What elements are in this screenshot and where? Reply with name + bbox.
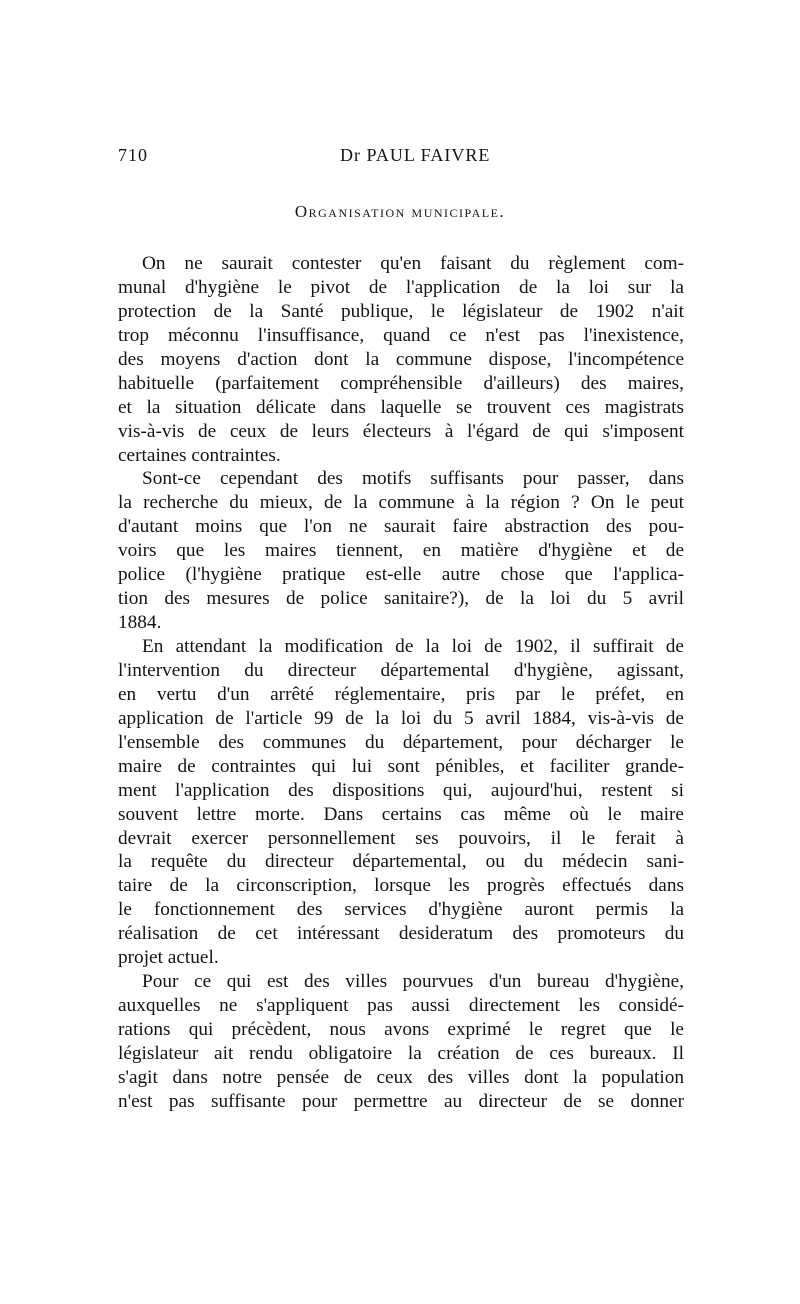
text-line: En attendant la modification de la loi de 1902, il suffirait de [142,636,684,657]
text-line: 1884. [118,612,162,634]
text-line: le fonctionnement des services d'hygiène auront permis la [118,899,684,921]
text-line: d'autant moins que l'on ne saurait faire abstraction des pou- [118,516,684,538]
text-line: souvent lettre morte. Dans certains cas même où le maire [118,803,684,825]
text-line: ment l'application des dispositions qui, aujourd'hui, restent si [118,779,684,801]
text-line: tion des mesures de police sanitaire?), de la loi du 5 avril [118,588,684,610]
text-line: réalisation de cet intéressant desideratum des promoteurs du [118,923,684,945]
text-line: application de l'article 99 de la loi du 5 avril 1884, vis-à-vis de [118,707,684,729]
text-line: la requête du directeur départemental, ou du médecin sani- [118,851,684,873]
text-line: Sont-ce cependant des motifs suffisants pour passer, dans [142,468,684,490]
section-title: Organisation municipale. [294,202,506,221]
text-line: maire de contraintes qui lui sont pénibles, et faciliter grande- [118,755,684,777]
text-line: taire de la circonscription, lorsque les progrès effectués dans [118,875,684,897]
text-line: Pour ce qui est des villes pourvues d'un bureau d'hygiène, [142,971,684,993]
text-line: n'est pas suffisante pour permettre au directeur de se donner [118,1090,684,1112]
text-line: rations qui précèdent, nous avons exprimé le regret que le [118,1019,684,1040]
text-line: projet actuel. [118,947,219,969]
paragraph-1 [118,252,684,467]
text-line: l'intervention du directeur départemental d'hygiène, agissant, [118,659,684,681]
page-number: 710 [118,145,148,165]
running-head-author: Dr PAUL FAIVRE [340,145,491,165]
paragraph-4 [118,970,684,1114]
text-line: auxquelles ne s'appliquent pas aussi directement les considé- [118,995,684,1017]
text-line: police (l'hygiène pratique est-elle autre chose que l'applica- [118,564,684,586]
text-line: en vertu d'un arrêté réglementaire, pris par le préfet, en [118,683,684,705]
text-line: protection de la Santé publique, le législateur de 1902 n'ait [118,300,684,322]
text-line: la recherche du mieux, de la commune à la région ? On le peut [118,492,684,514]
running-head [118,145,698,171]
text-line: voirs que les maires tiennent, en matière d'hygiène et de [118,540,684,562]
text-line: et la situation délicate dans laquelle se trouvent ces magistrats [118,396,684,418]
text-line: certaines contraintes. [118,444,281,466]
text-line: des moyens d'action dont la commune dispose, l'incompétence [118,348,684,370]
text-line: l'ensemble des communes du département, pour décharger le [118,731,684,753]
text-line: s'agit dans notre pensée de ceux des villes dont la population [118,1066,684,1088]
text-line: munal d'hygiène le pivot de l'application de la loi sur la [118,276,684,298]
text-line: trop méconnu l'insuffisance, quand ce n'est pas l'inexistence, [118,324,684,346]
text-line: On ne saurait contester qu'en faisant du règlement com- [142,253,684,274]
text-line: devrait exercer personnellement ses pouvoirs, il le ferait à [118,827,684,849]
text-line: législateur ait rendu obligatoire la création de ces bureaux. Il [118,1042,684,1064]
body-text [118,252,684,1114]
text-line: habituelle (parfaitement compréhensible d'ailleurs) des maires, [118,372,684,394]
text-line: vis-à-vis de ceux de leurs électeurs à l'égard de qui s'imposent [118,420,684,442]
paragraph-3 [118,635,684,970]
paragraph-2 [118,467,684,635]
